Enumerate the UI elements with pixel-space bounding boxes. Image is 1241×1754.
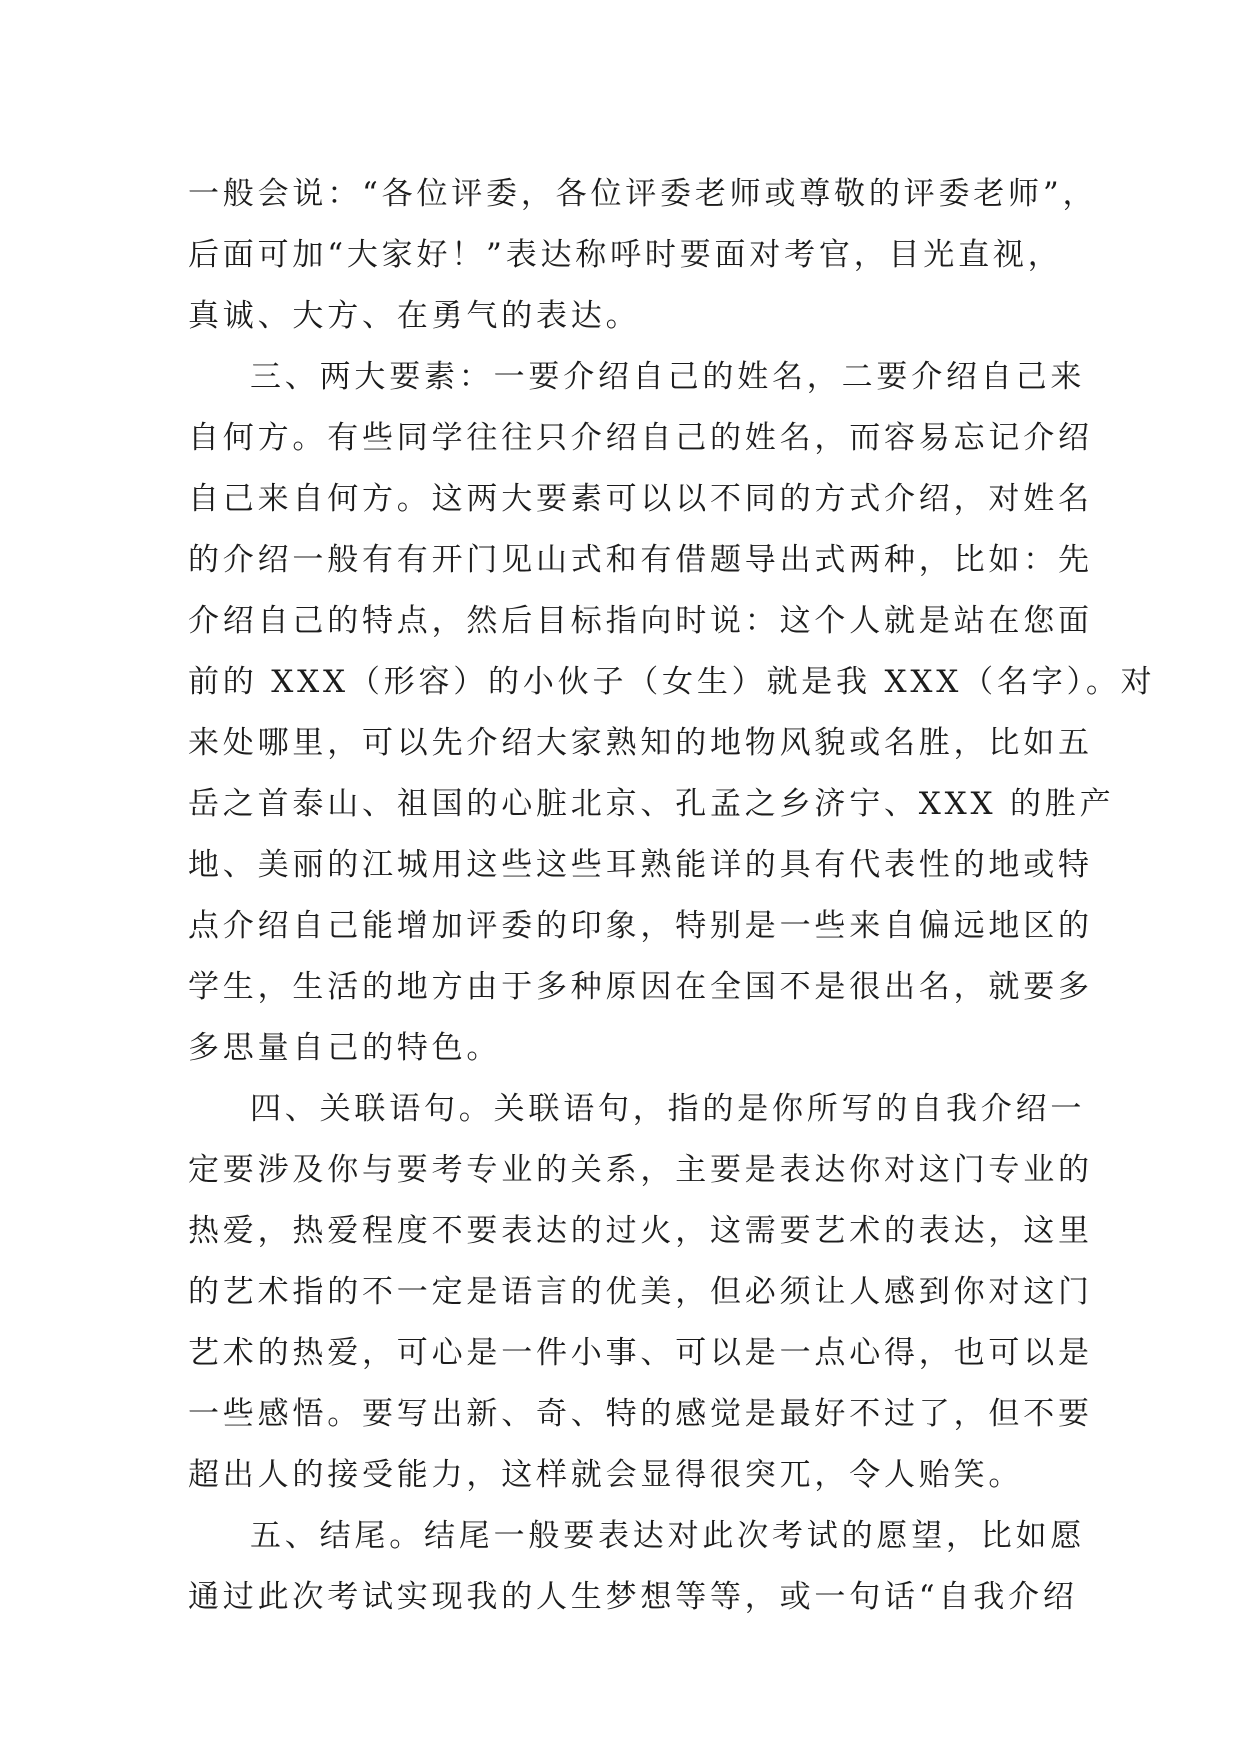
- text-line: 真诚、大方、在勇气的表达。: [188, 298, 641, 334]
- text-line: 艺术的热爱，可心是一件小事、可以是一点心得，也可以是: [188, 1335, 1093, 1371]
- text-line: 通过此次考试实现我的人生梦想等等，或一句话“自我介绍: [188, 1579, 1078, 1615]
- text-line: 后面可加“大家好！”表达称呼时要面对考官，目光直视，: [188, 237, 1063, 273]
- text-line: 超出人的接受能力，这样就会显得很突兀，令人贻笑。: [188, 1457, 1024, 1493]
- text-line: 一些感悟。要写出新、奇、特的感觉是最好不过了，但不要: [188, 1396, 1093, 1432]
- text-line: 点介绍自己能增加评委的印象，特别是一些来自偏远地区的: [188, 908, 1093, 944]
- paragraph-first-line: 五、结尾。结尾一般要表达对此次考试的愿望，比如愿: [250, 1518, 1086, 1554]
- text-line: 的介绍一般有有开门见山式和有借题导出式两种，比如：先: [188, 542, 1093, 578]
- paragraph-first-line: 四、关联语句。关联语句，指的是你所写的自我介绍一: [250, 1091, 1086, 1127]
- paragraph-first-line: 三、两大要素：一要介绍自己的姓名，二要介绍自己来: [250, 359, 1086, 395]
- text-line: 多思量自己的特色。: [188, 1030, 502, 1066]
- document-body: [188, 164, 1156, 1628]
- text-line: 地、美丽的江城用这些这些耳熟能详的具有代表性的地或特: [188, 847, 1093, 883]
- text-line: 一般会说：“各位评委，各位评委老师或尊敬的评委老师”，: [188, 176, 1098, 212]
- text-line: 来处哪里，可以先介绍大家熟知的地物风貌或名胜，比如五: [188, 725, 1093, 761]
- text-line: 介绍自己的特点，然后目标指向时说：这个人就是站在您面: [188, 603, 1093, 639]
- text-line: 学生，生活的地方由于多种原因在全国不是很出名，就要多: [188, 969, 1093, 1005]
- text-line: 自己来自何方。这两大要素可以以不同的方式介绍，对姓名: [188, 481, 1093, 517]
- text-line: 自何方。有些同学往往只介绍自己的姓名，而容易忘记介绍: [188, 420, 1093, 456]
- text-line: 的艺术指的不一定是语言的优美，但必须让人感到你对这门: [188, 1274, 1093, 1310]
- text-line: 定要涉及你与要考专业的关系，主要是表达你对这门专业的: [188, 1152, 1093, 1188]
- text-line: 热爱，热爱程度不要表达的过火，这需要艺术的表达，这里: [188, 1213, 1093, 1249]
- text-line: 岳之首泰山、祖国的心脏北京、孔孟之乡济宁、XXX 的胜产: [188, 786, 1115, 822]
- text-line: 前的 XXX（形容）的小伙子（女生）就是我 XXX（名字）。对: [188, 664, 1156, 700]
